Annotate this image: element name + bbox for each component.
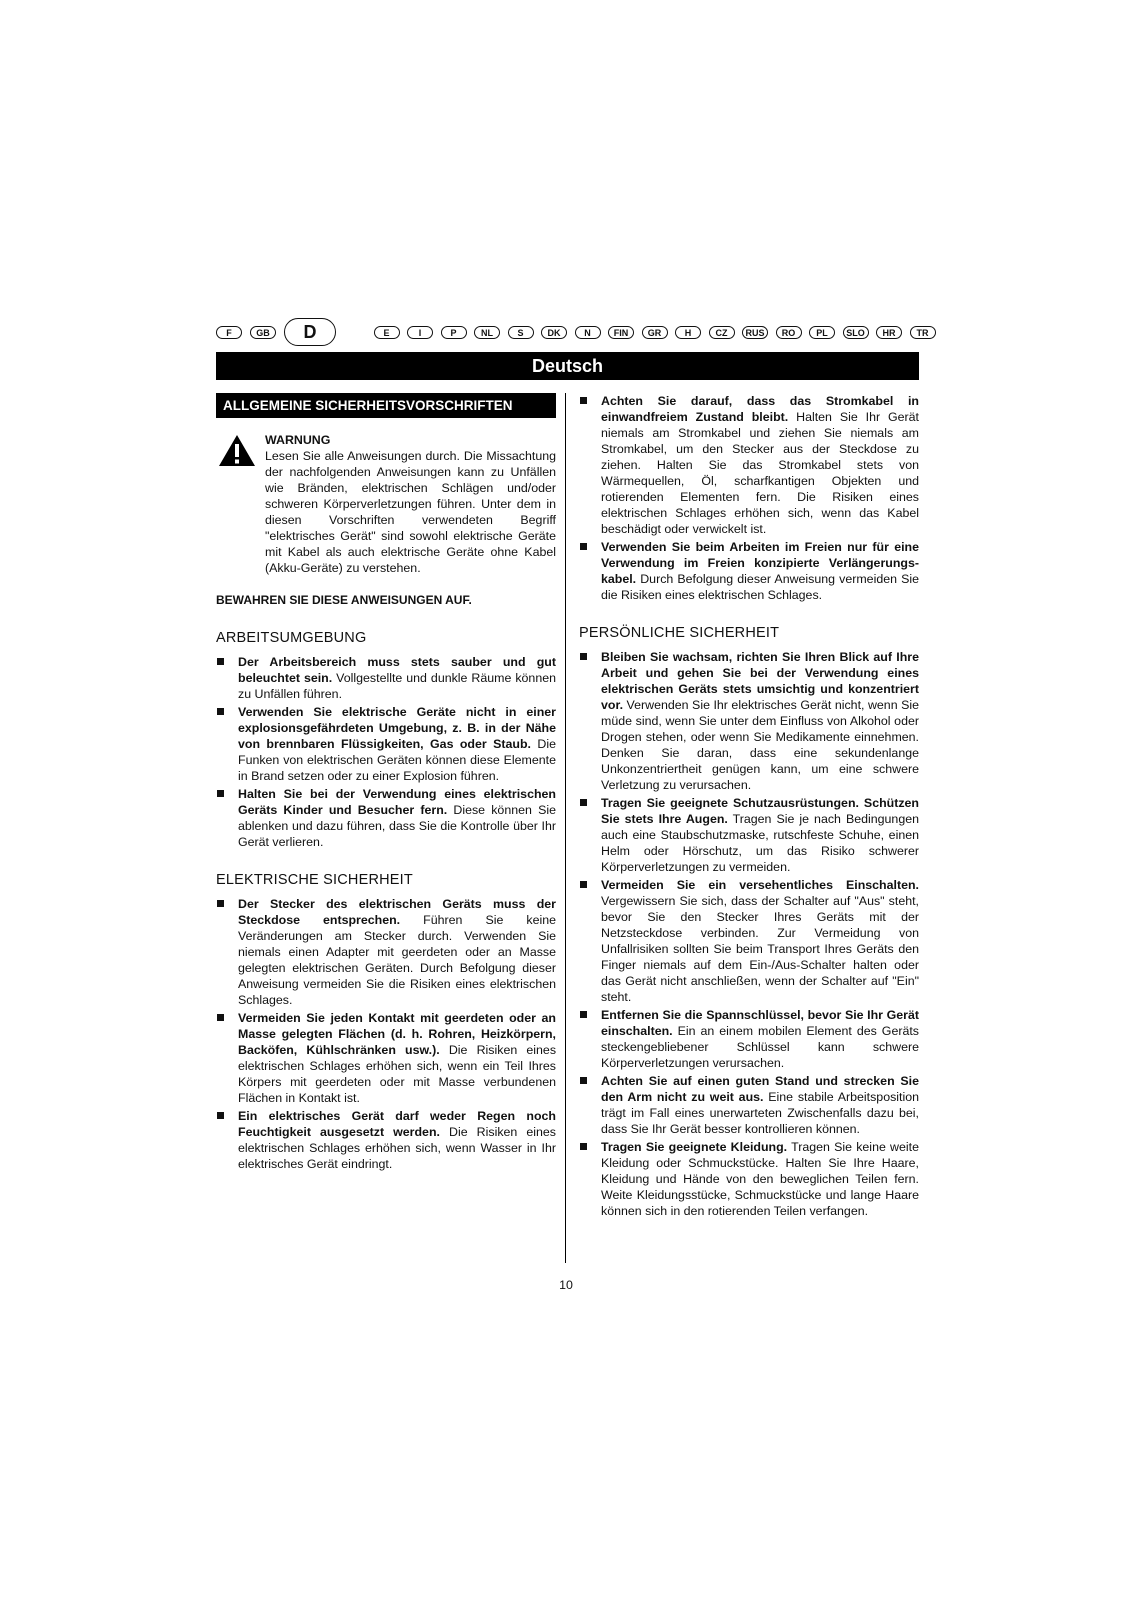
square-bullet-icon xyxy=(580,1143,587,1150)
square-bullet-icon xyxy=(217,1014,224,1021)
language-banner: Deutsch xyxy=(216,352,919,380)
warning-block xyxy=(216,432,556,576)
list-item xyxy=(579,1073,919,1137)
language-tab-h[interactable]: H xyxy=(675,326,701,339)
list-item xyxy=(216,896,556,1008)
list-item-emphasis: Tragen Sie geeignete Kleidung. xyxy=(601,1140,788,1154)
list-item-text: Die Funken von elektrischen Geräten können diese Elemente in Brand setzen oder zu einer Explosion führen. xyxy=(238,737,556,783)
language-tab-i[interactable]: I xyxy=(407,326,433,339)
list-item-emphasis: Entfernen Sie die Spannschlüssel, bevor Sie Ihr Gerät einschalten. xyxy=(601,1008,919,1038)
square-bullet-icon xyxy=(580,881,587,888)
language-tab-n[interactable]: N xyxy=(575,326,601,339)
list-item-text: Diese können Sie ablenken und dazu führen, dass Sie die Kontrolle über Ihr Gerät verlieren. xyxy=(238,803,556,849)
list-item-emphasis: Achten Sie auf einen guten Stand und strecken Sie den Arm nicht zu weit aus. xyxy=(601,1074,919,1104)
column-divider xyxy=(565,393,566,1263)
list-item-text: Durch Befolgung dieser Anweisung vermeiden Sie die Risiken eines elektrischen Schlages. xyxy=(601,572,919,602)
list-item-text: Vergewissern Sie sich, dass der Schalter auf "Aus" steht, bevor Sie den Stecker Ihres Geräts mit der Netzsteckdose verbinden. Zur Vermeidung von Unfallrisiken sollten Sie beim Transport Ihres Geräts den Finger niemals auf dem Ein-/Aus-Schalter halten oder das Gerät nicht anschließen, wenn der Schalter auf "Ein" steht. xyxy=(601,894,919,1004)
page-number: 10 xyxy=(559,1278,573,1292)
list-item-text: Vollgestellte und dunkle Räume können zu Unfällen führen. xyxy=(238,671,556,701)
language-tab-dk[interactable]: DK xyxy=(541,326,567,339)
heading-personal-safety: PERSÖNLICHE SICHERHEIT xyxy=(579,625,780,641)
language-tab-cz[interactable]: CZ xyxy=(709,326,735,339)
language-tab-f[interactable]: F xyxy=(216,326,242,339)
language-tab-gr[interactable]: GR xyxy=(642,326,668,339)
list-item-emphasis: Vermeiden Sie jeden Kontakt mit geerdeten oder an Masse gelegten Flächen (d. h. Rohren, Heizkörpern, Backöfen, Kühlschränken usw.). xyxy=(238,1011,556,1057)
warning-triangle-icon xyxy=(218,434,256,467)
list-item-emphasis: Der Stecker des elektrischen Geräts muss der Steckdose entsprechen. xyxy=(238,897,556,927)
list-item-text: Führen Sie keine Veränderungen am Stecker durch. Verwenden Sie niemals einen Adapter mit geerdeten oder an Masse gelegten elektrischen Geräten. Durch Befolgung dieser Anweisung vermeiden Sie die Risiken eines elektrischen Schlages. xyxy=(238,913,557,1007)
heading-work-area: ARBEITSUMGEBUNG xyxy=(216,630,367,646)
list-item xyxy=(579,1007,919,1071)
list-item-emphasis: Verwenden Sie elektrische Geräte nicht in einer explosionsgefährdeten Umgebung, z. B. in der Nähe von brennbaren Flüssigkeiten, Gas oder Staub. xyxy=(238,705,556,751)
electrical-safety-list xyxy=(216,896,556,1172)
list-item-emphasis: Vermeiden Sie ein versehentliches Einschalten. xyxy=(601,878,919,892)
language-tab-p[interactable]: P xyxy=(441,326,467,339)
language-tab-nl[interactable]: NL xyxy=(474,326,500,339)
list-item xyxy=(216,1108,556,1172)
list-item xyxy=(579,539,919,603)
square-bullet-icon xyxy=(217,658,224,665)
language-tab-fin[interactable]: FIN xyxy=(608,326,634,339)
list-item-emphasis: Der Arbeitsbereich muss stets sauber und gut beleuchtet sein. xyxy=(238,655,556,685)
list-item xyxy=(579,1139,919,1219)
list-item-emphasis: Halten Sie bei der Verwendung eines elektrischen Geräts Kinder und Besucher fern. xyxy=(238,787,556,817)
list-item-text: Eine stabile Arbeitsposition trägt im Fall eines unerwarteten Zwischenfalls dazu bei, dass Sie Ihr Gerät besser kontrollieren können. xyxy=(601,1090,920,1136)
list-item-text: Tragen Sie keine weite Kleidung oder Schmuckstücke. Halten Sie Ihre Haare, Kleidung und Hände von den beweglichen Teilen fern. Weite Kleidungsstücke, Schmuckstücke und lange Haare können sich in den rotierenden Teilen verfangen. xyxy=(601,1140,919,1218)
square-bullet-icon xyxy=(580,397,587,404)
list-item-text: Ein an einem mobilen Element des Geräts steckengebliebener Schlüssel kann schwere Körperverletzungen verursachen. xyxy=(601,1024,919,1070)
keep-instructions-note: BEWAHREN SIE DIESE ANWEISUNGEN AUF. xyxy=(216,593,472,607)
language-tab-d[interactable]: D xyxy=(284,318,336,346)
list-item xyxy=(216,786,556,850)
square-bullet-icon xyxy=(580,799,587,806)
square-bullet-icon xyxy=(580,1077,587,1084)
language-tab-tr[interactable]: TR xyxy=(910,326,936,339)
warning-text: Lesen Sie alle Anweisungen durch. Die Missachtung der nachfolgenden Anweisungen kann zu Unfällen wie Bränden, elektrischen Schlägen und/oder schweren Körperverletzungen führen. Unter dem in diesen Vorschriften verwendeten Begriff "elektrisches Gerät" sind sowohl elektrische Geräte mit Kabel als auch elektrische Geräte ohne Kabel (Akku-Geräte) zu verstehen. xyxy=(265,449,556,575)
language-tab-e[interactable]: E xyxy=(374,326,400,339)
language-tab-rus[interactable]: RUS xyxy=(742,326,768,339)
list-item-text: Die Risiken eines elektrischen Schlages erhöhen sich, wenn Wasser in Ihr elektrisches Gerät eindringt. xyxy=(238,1125,556,1171)
list-item-text: Die Risiken eines elektrischen Schlages erhöhen sich, wenn ein Teil Ihres Körpers mit geerdeten oder mit Masse verbundenen Flächen in Kontakt ist. xyxy=(238,1043,557,1105)
list-item xyxy=(216,704,556,784)
square-bullet-icon xyxy=(217,1112,224,1119)
warning-title: WARNUNG xyxy=(265,433,331,447)
electrical-safety-list-continued xyxy=(579,393,919,603)
square-bullet-icon xyxy=(217,900,224,907)
heading-electrical-safety: ELEKTRISCHE SICHERHEIT xyxy=(216,872,413,888)
square-bullet-icon xyxy=(580,543,587,550)
list-item-emphasis: Ein elektrisches Gerät darf weder Regen noch Feuchtigkeit ausgesetzt werden. xyxy=(238,1109,556,1139)
list-item xyxy=(579,795,919,875)
square-bullet-icon xyxy=(217,708,224,715)
list-item xyxy=(216,654,556,702)
list-item-emphasis: Bleiben Sie wachsam, richten Sie Ihren Blick auf Ihre Arbeit und gehen Sie bei der Verwendung eines elektrischen Geräts stets umsichtig und konzentriert vor. xyxy=(601,650,919,712)
list-item-emphasis: Tragen Sie geeignete Schutzausrüstungen. Schützen Sie stets Ihre Augen. xyxy=(601,796,919,826)
list-item-text: Verwenden Sie Ihr elektrisches Gerät nicht, wenn Sie müde sind, wenn Sie unter dem Einfluss von Alkohol oder Drogen stehen, oder wenn Sie Medikamente einnehmen. Denken Sie daran, dass eine sekundenlange Unkonzentriertheit genügen kann, um eine schwere Verletzung zu verursachen. xyxy=(601,698,919,792)
language-tab-gb[interactable]: GB xyxy=(250,326,276,339)
list-item-text: Halten Sie Ihr Gerät niemals am Stromkabel und ziehen Sie niemals am Stromkabel, um den Stecker aus der Steckdose zu ziehen. Halten Sie das Stromkabel stets von Wärmequellen, Öl, scharfkantigen Objekten und rotierenden Elementen fern. Die Risiken eines elektrischen Schlages erhöhen sich, wenn das Kabel beschädigt oder verwickelt ist. xyxy=(601,410,920,536)
list-item xyxy=(579,393,919,537)
square-bullet-icon xyxy=(580,1011,587,1018)
section-title-general-safety: ALLGEMEINE SICHERHEITSVORSCHRIFTEN xyxy=(216,393,556,418)
list-item-emphasis: Achten Sie darauf, dass das Stromkabel in einwandfreiem Zustand bleibt. xyxy=(601,394,919,424)
square-bullet-icon xyxy=(580,653,587,660)
language-tab-hr[interactable]: HR xyxy=(876,326,902,339)
work-area-list xyxy=(216,654,556,850)
language-tabs xyxy=(216,318,929,346)
list-item xyxy=(216,1010,556,1106)
personal-safety-list xyxy=(579,649,919,1219)
right-column xyxy=(579,393,919,1221)
language-tab-ro[interactable]: RO xyxy=(776,326,802,339)
list-item-emphasis: Verwenden Sie beim Arbeiten im Freien nur für eine Verwendung im Freien konzipierte Verlängerungs-kabel. xyxy=(601,540,919,586)
language-tab-slo[interactable]: SLO xyxy=(843,326,869,339)
list-item-text: Tragen Sie je nach Bedingungen auch eine Staubschutzmaske, rutschfeste Schuhe, einen Helm oder Hörschutz, um das Risiko schwerer Körperverletzungen zu vermeiden. xyxy=(601,812,919,874)
list-item xyxy=(579,877,919,1005)
list-item xyxy=(579,649,919,793)
language-tab-s[interactable]: S xyxy=(508,326,534,339)
left-column xyxy=(216,393,556,1174)
square-bullet-icon xyxy=(217,790,224,797)
language-tab-pl[interactable]: PL xyxy=(809,326,835,339)
